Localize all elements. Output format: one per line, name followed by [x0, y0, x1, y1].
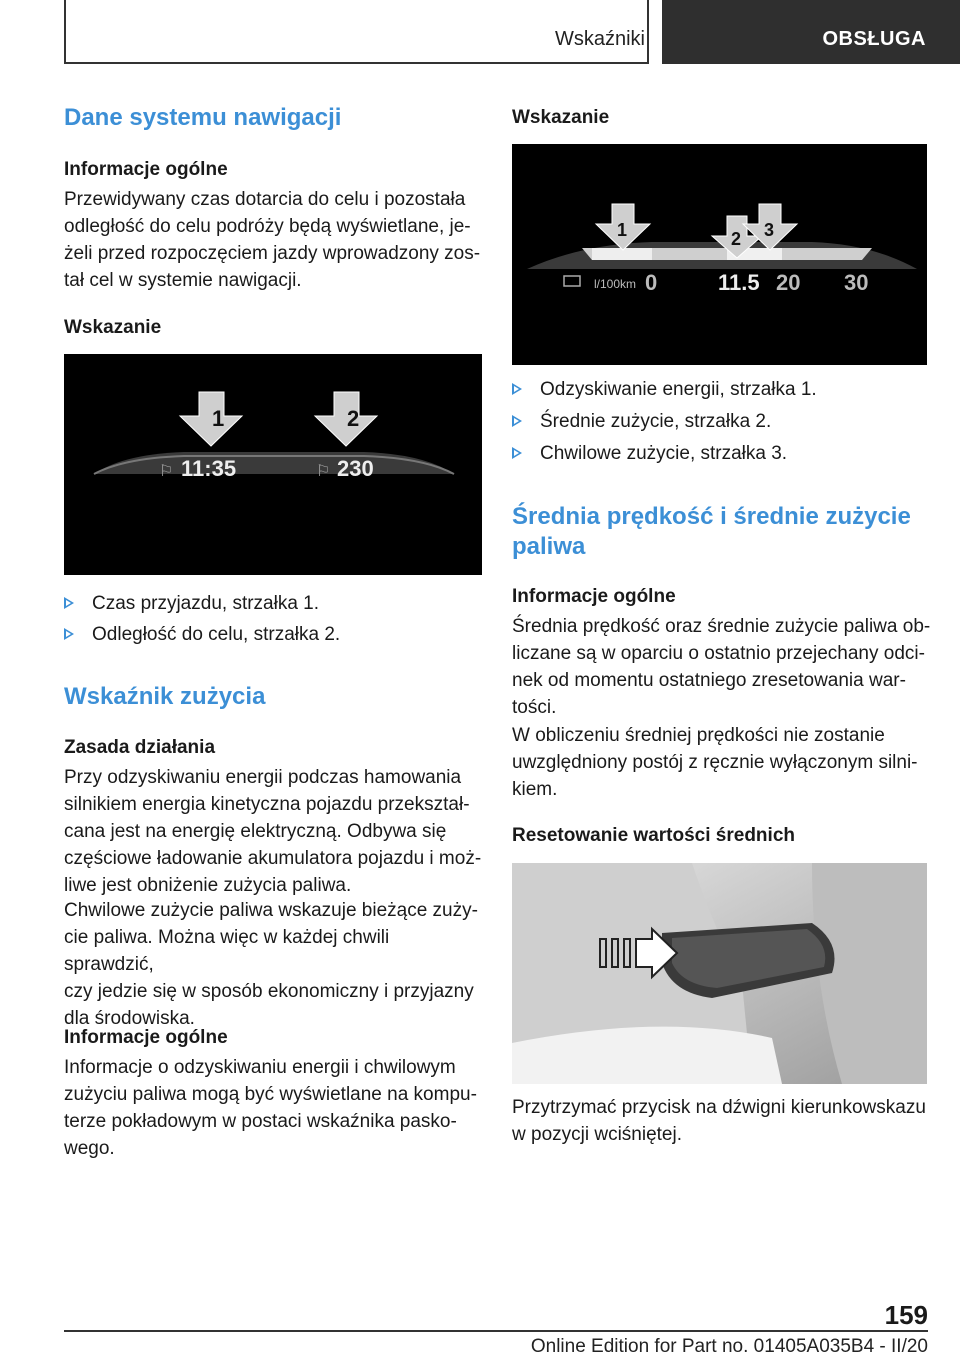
- nav-arrow-2-label: 2: [347, 406, 360, 431]
- triangle-bullet-icon: [64, 597, 74, 609]
- triangle-bullet-icon: [64, 628, 74, 640]
- gauge-arrow-3-label: 3: [764, 220, 775, 240]
- gauge-current-value: 11.5: [718, 270, 760, 295]
- nav-arrow-1-label: 1: [212, 406, 225, 431]
- paragraph-principle-1: Przy odzyskiwaniu energii podczas hamowania silnikiem energia kinetyczna pojazdu przekształ‐ cana jest na energię elektryczną. Odbywa się częściowe ładowanie akumulatora pojazdu i moż‐ liwe jest obniżenie zużycia paliwa.: [64, 767, 482, 896]
- list-item-text: Chwilowe zużycie, strzałka 3.: [540, 443, 788, 464]
- nav-distance-value: 230: [337, 456, 374, 481]
- subheading-reset: Resetowanie wartości średnich: [512, 825, 795, 846]
- gauge-scale-30: 30: [844, 270, 869, 295]
- header-section-label: Wskaźniki: [554, 28, 645, 50]
- consumption-gauge-image: [512, 144, 927, 365]
- subheading-display-right: Wskazanie: [512, 107, 610, 128]
- list-item-text: Czas przyjazdu, strzałka 1.: [92, 593, 320, 614]
- consumption-gauge-illustration: [512, 144, 927, 365]
- subheading-display: Wskazanie: [64, 317, 162, 338]
- subheading-principle: Zasada działania: [64, 737, 216, 758]
- paragraph-principle-2: Chwilowe zużycie paliwa wskazuje bieżące zuży‐ cie paliwa. Można więc w każdej chwili sprawdzić, czy jedzie się w sposób ekonomiczny i przyjazny dla środowiska.: [64, 900, 478, 1029]
- lever-illustration: [512, 863, 927, 1084]
- paragraph-nav-general: Przewidywany czas dotarcia do celu i pozostała odległość do celu podróży będą wyświetlane, je‐ żeli przed rozpoczęciem jazdy wprowadzony zos‐ tał cel w systemie nawigacji.: [64, 189, 481, 291]
- list-item: [64, 623, 492, 647]
- svg-text:⚐: ⚐: [316, 461, 331, 480]
- header-chapter-label: OBSŁUGA: [822, 28, 926, 50]
- nav-arrival-time: 11:35: [181, 456, 237, 481]
- gauge-arrow-1-label: 1: [617, 220, 628, 240]
- gauge-scale-20: 20: [776, 270, 801, 295]
- section-title-average: Średnia prędkość i średnie zużycie paliwa: [512, 503, 911, 560]
- triangle-bullet-icon: [512, 383, 522, 395]
- svg-text:⚐: ⚐: [159, 461, 174, 480]
- page-number: 159: [884, 1300, 928, 1330]
- list-item-text: Odzyskiwanie energii, strzałka 1.: [540, 379, 817, 400]
- triangle-bullet-icon: [512, 447, 522, 459]
- navigation-display-image: [64, 354, 482, 575]
- navigation-display-illustration: [64, 354, 482, 575]
- gauge-arrow-2-label: 2: [731, 229, 742, 249]
- list-item: [512, 410, 940, 434]
- subheading-general-info: Informacje ogólne: [64, 159, 228, 180]
- paragraph-reset: Przytrzymać przycisk na dźwigni kierunkowskazu w pozycji wciśniętej.: [512, 1097, 926, 1145]
- header-chapter-tab: [662, 0, 960, 64]
- list-item: [512, 378, 940, 402]
- triangle-bullet-icon: [512, 415, 522, 427]
- list-item-text: Średnie zużycie, strzałka 2.: [540, 411, 772, 432]
- subheading-general-info-3: Informacje ogólne: [512, 586, 676, 607]
- section-title-navigation: Dane systemu nawigacji: [64, 104, 342, 131]
- footer-edition: Online Edition for Part no. 01405A035B4 - II/20: [530, 1336, 928, 1357]
- list-item: [64, 592, 492, 616]
- footer-divider: [64, 1330, 928, 1332]
- paragraph-general-2: Informacje o odzyskiwaniu energii i chwilowym zużyciu paliwa mogą być wyświetlane na kompu‐ terze pokładowym w postaci wskaźnika pasko‐ wego.: [64, 1057, 477, 1159]
- gauge-scale-0: 0: [645, 270, 658, 295]
- subheading-general-info-2: Informacje ogólne: [64, 1027, 228, 1048]
- list-item: [512, 442, 940, 466]
- section-title-consumption: Wskaźnik zużycia: [64, 683, 266, 710]
- list-item-text: Odległość do celu, strzałka 2.: [92, 624, 341, 645]
- paragraph-avg-general-2: W obliczeniu średniej prędkości nie zostanie uwzględniony postój z ręcznie wyłączonym silni‐ kiem.: [512, 725, 918, 800]
- paragraph-avg-general-1: Średnia prędkość oraz średnie zużycie paliwa ob‐ liczane są w oparciu o ostatnio przejechany odci‐ nek od momentu ostatniego zresetowania war‐ tości.: [512, 616, 931, 718]
- lever-photo: [512, 863, 927, 1084]
- gauge-unit-label: l/100km: [594, 277, 637, 291]
